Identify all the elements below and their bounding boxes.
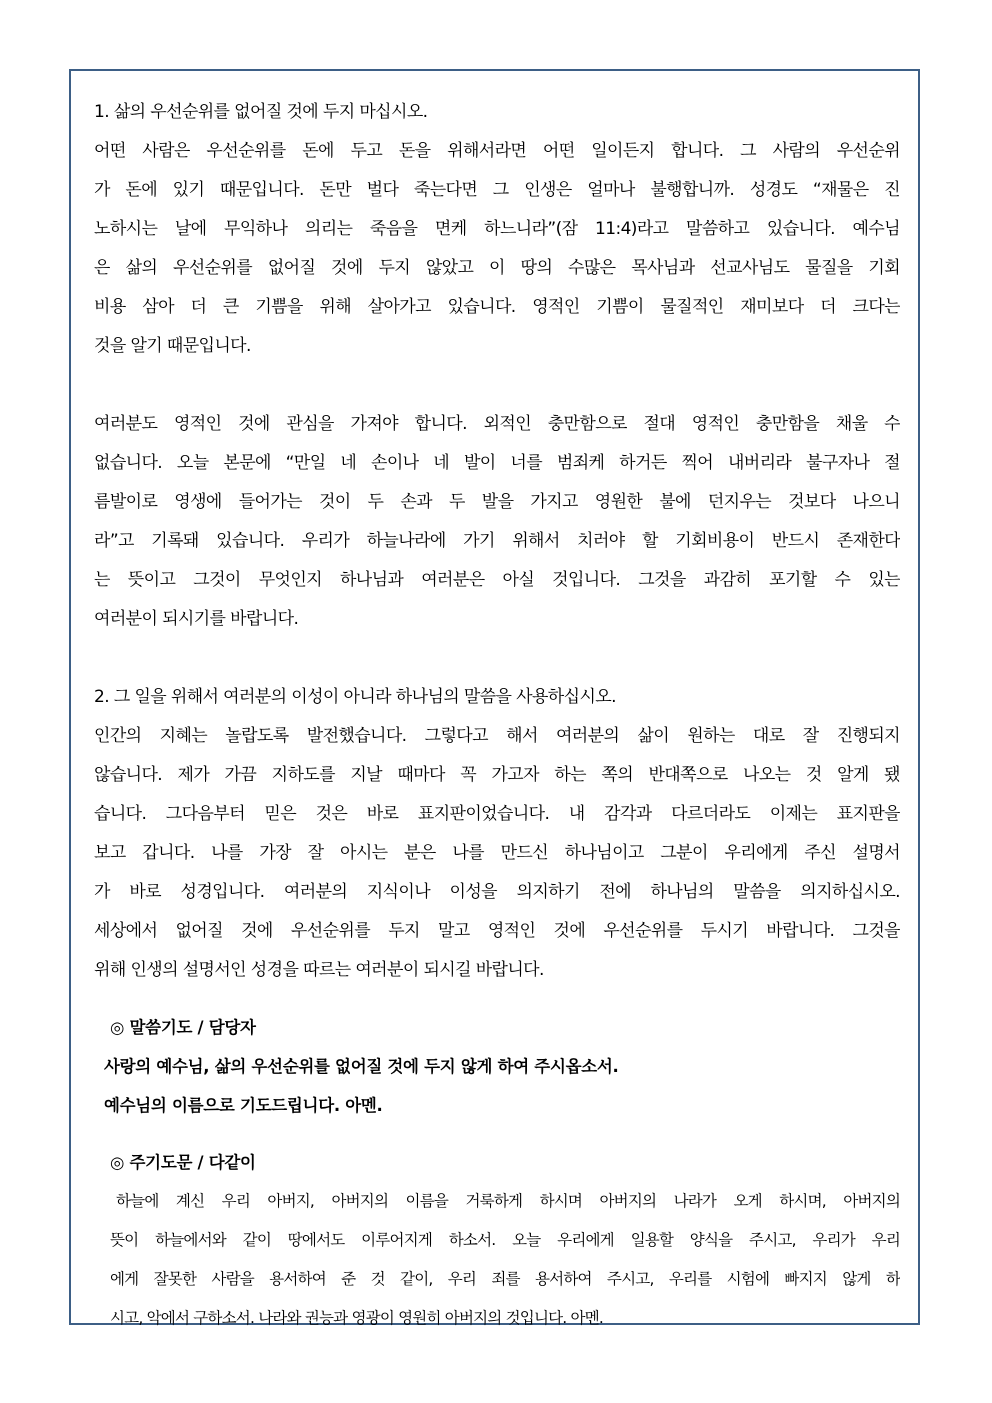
paragraph-line: 없습니다. 오늘 본문에 “만일 네 손이나 네 발이 너를 범죄케 하거든 찍어 내버리라 불구자나 절 xyxy=(94,453,900,473)
lords-prayer-line: 시고, 악에서 구하소서. 나라와 권능과 영광이 영원히 아버지의 것입니다. 아멘. xyxy=(110,1309,604,1327)
word-prayer-line: 사랑의 예수님, 삶의 우선순위를 없어질 것에 두지 않게 하여 주시옵소서. xyxy=(104,1057,619,1076)
paragraph-line: 비용 삼아 더 큰 기쁨을 위해 살아가고 있습니다. 영적인 기쁨이 물질적인 재미보다 더 크다는 xyxy=(94,297,900,317)
paragraph-line: 는 뜻이고 그것이 무엇인지 하나님과 여러분은 아실 것입니다. 그것을 과감히 포기할 수 있는 xyxy=(94,570,900,590)
paragraph-line: 가 돈에 있기 때문입니다. 돈만 벌다 죽는다면 그 인생은 얼마나 불행합니까. 성경도 “재물은 진 xyxy=(94,180,900,200)
document-body xyxy=(94,93,900,1338)
section-1-heading: 1. 삶의 우선순위를 없어질 것에 두지 마십시오. xyxy=(94,102,428,122)
paragraph-line: 름발이로 영생에 들어가는 것이 두 손과 두 발을 가지고 영원한 불에 던지우는 것보다 나으니 xyxy=(94,492,900,512)
lords-prayer-heading: ◎ 주기도문 / 다같이 xyxy=(110,1153,256,1172)
section-gap xyxy=(94,990,900,1008)
lords-prayer-line: 뜻이 하늘에서와 같이 땅에서도 이루어지게 하소서. 오늘 우리에게 일용할 양식을 주시고, 우리가 우리 xyxy=(110,1231,900,1249)
paragraph-line: 어떤 사람은 우선순위를 돈에 두고 돈을 위해서라면 어떤 일이든지 합니다. 그 사람의 우선순위 xyxy=(94,141,900,161)
section-2-heading: 2. 그 일을 위해서 여러분의 이성이 아니라 하나님의 말씀을 사용하십시오. xyxy=(94,687,616,707)
paragraph-line: 인간의 지혜는 놀랍도록 발전했습니다. 그렇다고 해서 여러분의 삶이 원하는 대로 잘 진행되지 xyxy=(94,726,900,746)
section-gap xyxy=(94,1125,900,1143)
paragraph-line: 보고 갑니다. 나를 가장 잘 아시는 분은 나를 만드신 하나님이고 그분이 우리에게 주신 설명서 xyxy=(94,843,900,863)
paragraph-line: 노하시는 날에 무익하나 의리는 죽음을 면케 하느니라”(잠 11:4)라고 말씀하고 있습니다. 예수님 xyxy=(94,219,900,239)
paragraph-line: 않습니다. 제가 가끔 지하도를 지날 때마다 꼭 가고자 하는 쪽의 반대쪽으로 나오는 것 알게 됐 xyxy=(94,765,900,785)
paragraph-line: 위해 인생의 설명서인 성경을 따르는 여러분이 되시길 바랍니다. xyxy=(94,960,544,980)
paragraph-line: 가 바로 성경입니다. 여러분의 지식이나 이성을 의지하기 전에 하나님의 말씀을 의지하십시오. xyxy=(94,882,900,902)
page-frame xyxy=(69,69,920,1325)
lords-prayer-line: 에게 잘못한 사람을 용서하여 준 것 같이, 우리 죄를 용서하여 주시고, 우리를 시험에 빠지지 않게 하 xyxy=(110,1270,900,1288)
lords-prayer-line: 하늘에 계신 우리 아버지, 아버지의 이름을 거룩하게 하시며 아버지의 나라가 오게 하시며, 아버지의 xyxy=(116,1192,900,1210)
paragraph-line: 세상에서 없어질 것에 우선순위를 두지 말고 영적인 것에 우선순위를 두시기 바랍니다. 그것을 xyxy=(94,921,900,941)
paragraph-gap xyxy=(94,366,900,405)
paragraph-line: 라”고 기록돼 있습니다. 우리가 하늘나라에 가기 위해서 치러야 할 기회비용이 반드시 존재한다 xyxy=(94,531,900,551)
paragraph-line: 여러분이 되시기를 바랍니다. xyxy=(94,609,299,629)
word-prayer-line: 예수님의 이름으로 기도드립니다. 아멘. xyxy=(104,1096,383,1115)
word-prayer-heading: ◎ 말씀기도 / 담당자 xyxy=(110,1018,256,1037)
paragraph-line: 은 삶의 우선순위를 없어질 것에 두지 않았고 이 땅의 수많은 목사님과 선교사님도 물질을 기회 xyxy=(94,258,900,278)
paragraph-line: 것을 알기 때문입니다. xyxy=(94,336,251,356)
lords-prayer-text xyxy=(94,1182,900,1338)
paragraph-gap xyxy=(94,639,900,678)
paragraph-line: 여러분도 영적인 것에 관심을 가져야 합니다. 외적인 충만함으로 절대 영적인 충만함을 채울 수 xyxy=(94,414,900,434)
paragraph-line: 습니다. 그다음부터 믿은 것은 바로 표지판이었습니다. 내 감각과 다르더라도 이제는 표지판을 xyxy=(94,804,900,824)
